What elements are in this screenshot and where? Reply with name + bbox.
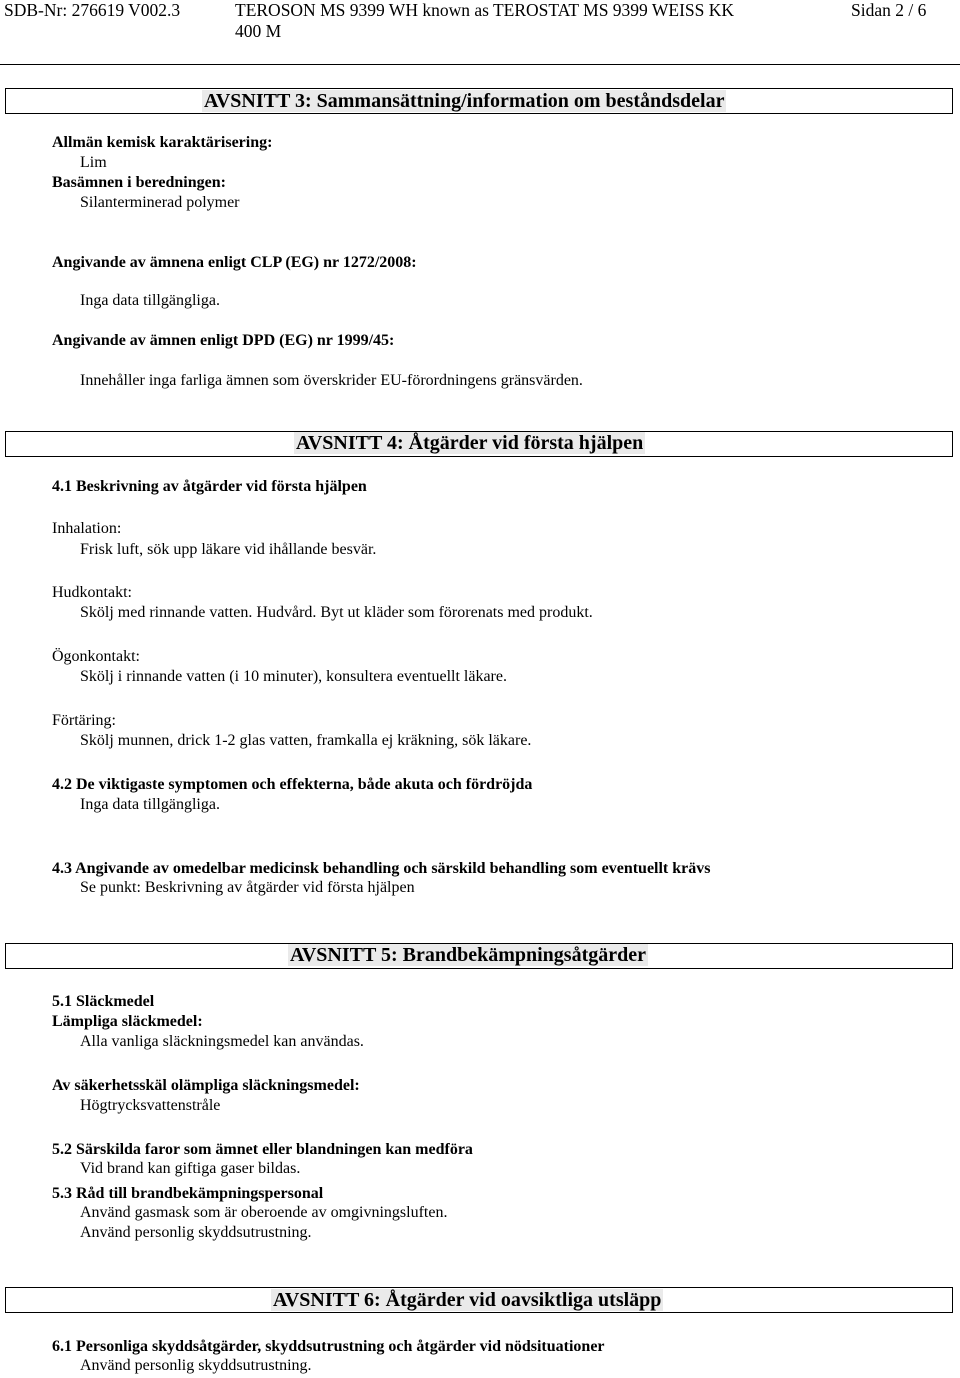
section4-2-value: Inga data tillgängliga. (80, 796, 220, 813)
section4-title: AVSNITT 4: Åtgärder vid första hjälpen (296, 432, 644, 454)
section5-3-value-2: Använd personlig skyddsutrustning. (80, 1224, 312, 1241)
ingestion-label: Förtäring: (52, 712, 116, 729)
section4-2-heading: 4.2 De viktigaste symptomen och effekterna, både akuta och fördröjda (52, 776, 533, 793)
section5-title: AVSNITT 5: Brandbekämpningsåtgärder (290, 944, 647, 966)
suitable-media-label: Lämpliga släckmedel: (52, 1013, 203, 1030)
general-characterization-label: Allmän kemisk karaktärisering: (52, 134, 273, 151)
eye-contact-value: Skölj i rinnande vatten (i 10 minuter), konsultera eventuellt läkare. (80, 668, 507, 685)
inhalation-label: Inhalation: (52, 520, 122, 537)
document-id: SDB-Nr: 276619 V002.3 (4, 0, 181, 20)
section4-3-heading: 4.3 Angivande av omedelbar medicinsk behandling och särskild behandling som eventuellt krävs (52, 860, 711, 877)
clp-label: Angivande av ämnena enligt CLP (EG) nr 1272/2008: (52, 254, 417, 271)
page-number: Sidan 2 / 6 (851, 0, 927, 20)
dpd-value: Innehåller inga farliga ämnen som överskrider EU-förordningens gränsvärden. (80, 372, 583, 389)
base-substances-label: Basämnen i beredningen: (52, 174, 226, 191)
section4-1-heading: 4.1 Beskrivning av åtgärder vid första hjälpen (52, 478, 367, 495)
section3-title: AVSNITT 3: Sammansättning/information om beståndsdelar (204, 90, 725, 112)
base-substances-value: Silanterminerad polymer (80, 194, 240, 211)
section4-3-value: Se punkt: Beskrivning av åtgärder vid första hjälpen (80, 879, 415, 896)
product-name-line2: 400 M (235, 21, 282, 41)
section5-1-heading: 5.1 Släckmedel (52, 993, 155, 1010)
inhalation-value: Frisk luft, sök upp läkare vid ihållande besvär. (80, 541, 377, 558)
section6-1-value: Använd personlig skyddsutrustning. (80, 1357, 312, 1374)
ingestion-value: Skölj munnen, drick 1-2 glas vatten, framkalla ej kräkning, sök läkare. (80, 732, 532, 749)
section6-title: AVSNITT 6: Åtgärder vid oavsiktliga utsläpp (273, 1289, 662, 1311)
section5-3-value-1: Använd gasmask som är oberoende av omgivningsluften. (80, 1204, 448, 1221)
dpd-label: Angivande av ämnen enligt DPD (EG) nr 1999/45: (52, 332, 395, 349)
unsuitable-media-label: Av säkerhetsskäl olämpliga släckningsmedel: (52, 1077, 360, 1094)
product-name-line1: TEROSON MS 9399 WH known as TEROSTAT MS 9399 WEISS KK (235, 0, 735, 20)
skin-contact-value: Skölj med rinnande vatten. Hudvård. Byt ut kläder som förorenats med produkt. (80, 604, 593, 621)
header-divider (0, 64, 960, 65)
section6-1-heading: 6.1 Personliga skyddsåtgärder, skyddsutrustning och åtgärder vid nödsituationer (52, 1338, 605, 1355)
eye-contact-label: Ögonkontakt: (52, 648, 140, 665)
suitable-media-value: Alla vanliga släckningsmedel kan användas. (80, 1033, 364, 1050)
skin-contact-label: Hudkontakt: (52, 584, 132, 601)
section5-3-heading: 5.3 Råd till brandbekämpningspersonal (52, 1185, 324, 1202)
section5-2-value: Vid brand kan giftiga gaser bildas. (80, 1160, 301, 1177)
unsuitable-media-value: Högtrycksvattenstråle (80, 1097, 221, 1114)
section5-2-heading: 5.2 Särskilda faror som ämnet eller blandningen kan medföra (52, 1141, 473, 1158)
general-characterization-value: Lim (80, 154, 107, 171)
clp-value: Inga data tillgängliga. (80, 292, 220, 309)
